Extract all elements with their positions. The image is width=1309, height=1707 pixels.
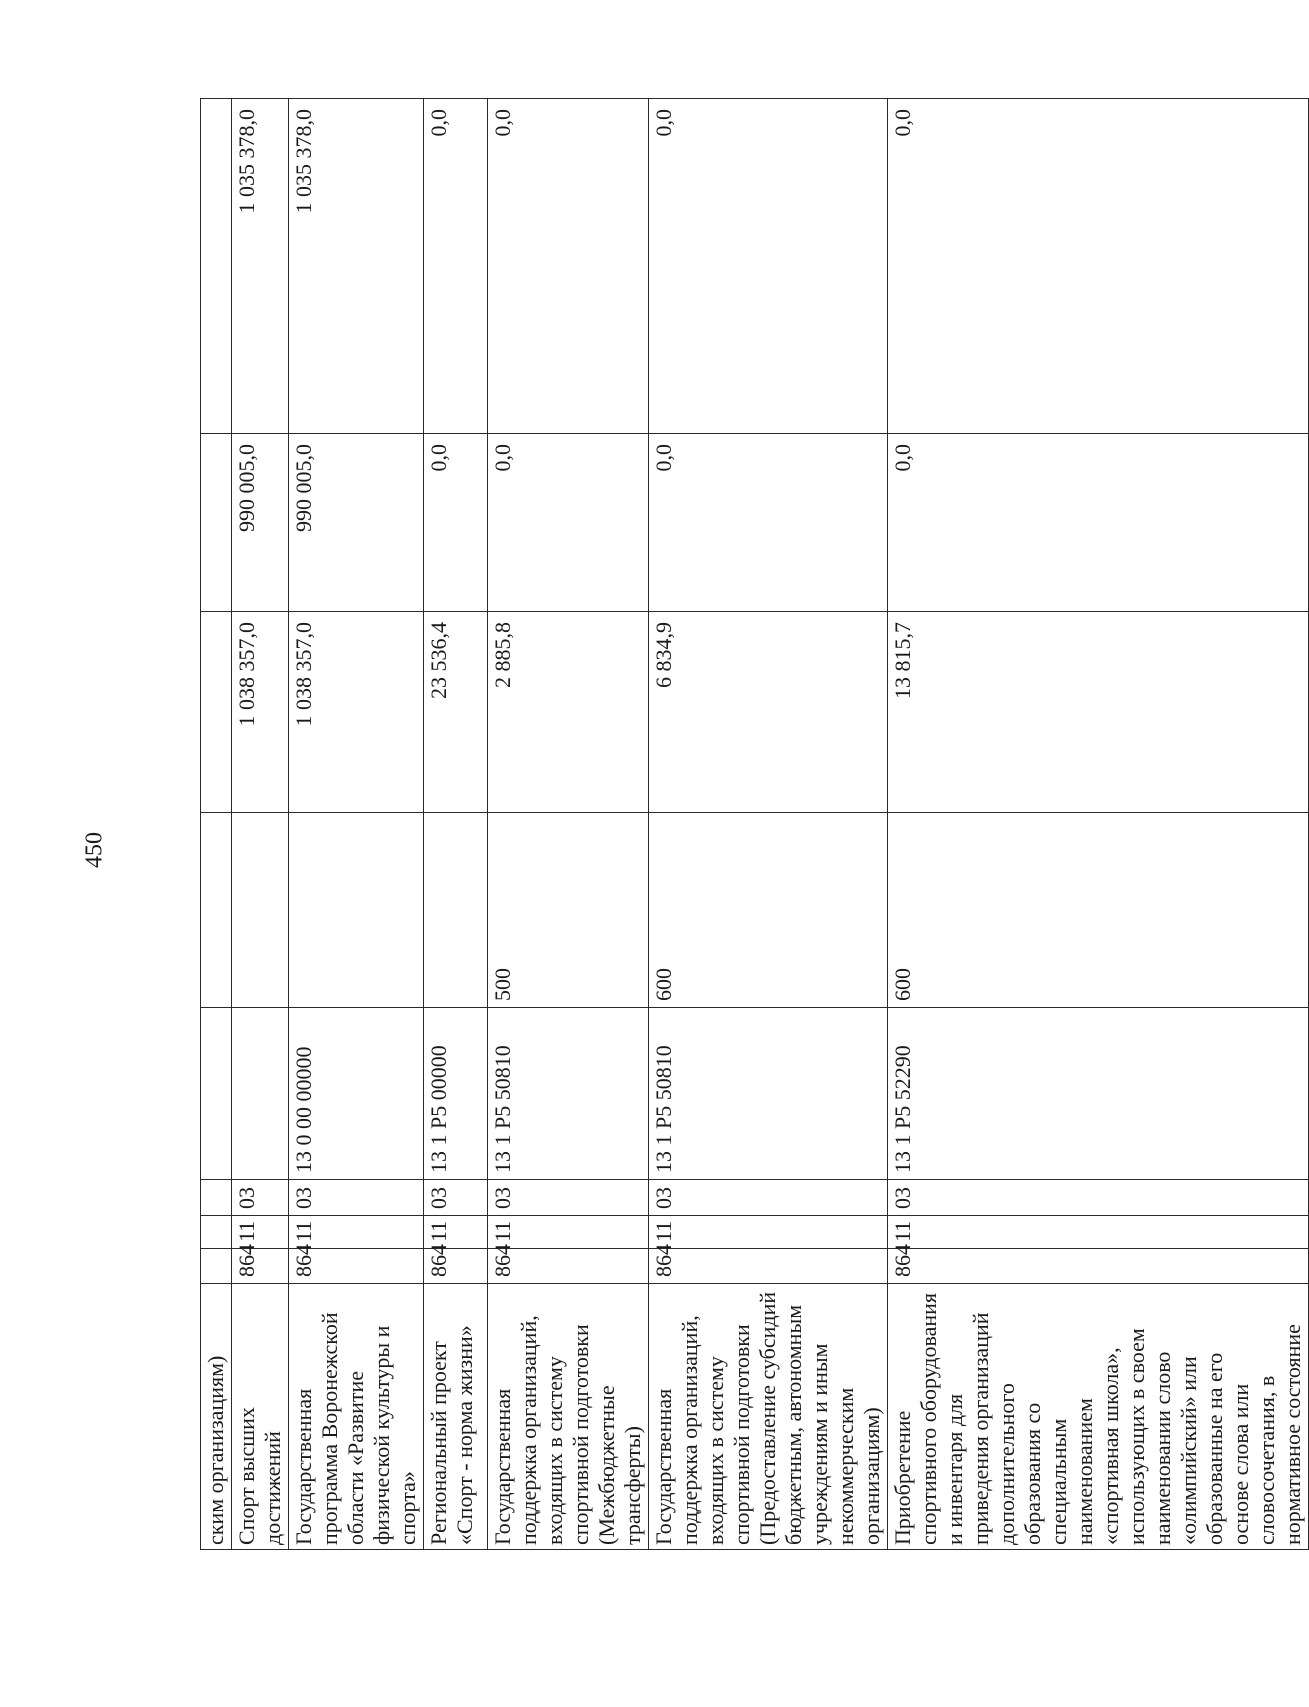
expense-type-cell: 600 — [649, 813, 888, 1008]
name-cell: Государственная программа Воронежской области «Развитие физической культуры и спорта» — [289, 1284, 424, 1550]
table-body — [201, 99, 1309, 1550]
amount-2022-cell: 1 038 357,0 — [289, 612, 424, 813]
name-cell: Государственная поддержка организаций, входящих в систему спортивной подготовки (Межбюджетные трансферты) — [488, 1284, 649, 1550]
gov-code-cell: 864 — [232, 1249, 289, 1284]
table-row — [289, 99, 424, 1550]
target-article-cell: 13 1 P5 50810 — [488, 1008, 649, 1180]
target-article-cell: 13 1 P5 00000 — [424, 1008, 488, 1180]
section-cell — [201, 1216, 232, 1249]
target-article-cell: 13 0 00 00000 — [289, 1008, 424, 1180]
section-cell: 11 — [424, 1216, 488, 1249]
name-cell: ским организациям) — [201, 1284, 232, 1550]
name-cell: Приобретение спортивного оборудования и инвентаря для приведения организаций дополнительного образования со специальным наименованием «спортивная школа», использующих в своем наименовании слово «олимпийский» или образованные на его основе слова или словосочетания, в нормативное состояние — [888, 1284, 1309, 1550]
amount-2022-cell: 13 815,7 — [888, 612, 1309, 813]
subsection-cell: 03 — [488, 1180, 649, 1216]
target-article-cell — [201, 1008, 232, 1180]
amount-2023-cell: 0,0 — [488, 434, 649, 612]
target-article-cell — [232, 1008, 289, 1180]
subsection-cell: 03 — [232, 1180, 289, 1216]
amount-2023-cell: 0,0 — [649, 434, 888, 612]
expense-type-cell: 600 — [888, 813, 1309, 1008]
amount-2024-cell: 0,0 — [649, 99, 888, 434]
budget-table — [200, 98, 1309, 1550]
amount-2022-cell: 23 536,4 — [424, 612, 488, 813]
amount-2022-cell: 1 038 357,0 — [232, 612, 289, 813]
gov-code-cell: 864 — [424, 1249, 488, 1284]
expense-type-cell: 500 — [488, 813, 649, 1008]
amount-2023-cell — [201, 434, 232, 612]
amount-2024-cell: 0,0 — [888, 99, 1309, 434]
gov-code-cell — [201, 1249, 232, 1284]
subsection-cell: 03 — [424, 1180, 488, 1216]
amount-2022-cell: 6 834,9 — [649, 612, 888, 813]
subsection-cell: 03 — [289, 1180, 424, 1216]
amount-2024-cell: 0,0 — [424, 99, 488, 434]
section-cell: 11 — [888, 1216, 1309, 1249]
amount-2022-cell — [201, 612, 232, 813]
amount-2024-cell — [201, 99, 232, 434]
table-row — [888, 99, 1309, 1550]
amount-2023-cell: 0,0 — [424, 434, 488, 612]
expense-type-cell — [289, 813, 424, 1008]
table-row — [488, 99, 649, 1550]
section-cell: 11 — [488, 1216, 649, 1249]
section-cell: 11 — [232, 1216, 289, 1249]
table-row — [424, 99, 488, 1550]
gov-code-cell: 864 — [888, 1249, 1309, 1284]
gov-code-cell: 864 — [289, 1249, 424, 1284]
target-article-cell: 13 1 P5 50810 — [649, 1008, 888, 1180]
name-cell: Государственная поддержка организаций, входящих в систему спортивной подготовки (Предоставление субсидий бюджетным, автономным учреждениям и иным некоммерческим организациям) — [649, 1284, 888, 1550]
page-number: 450 — [81, 832, 108, 868]
subsection-cell — [201, 1180, 232, 1216]
amount-2023-cell: 0,0 — [888, 434, 1309, 612]
name-cell: Региональный проект «Спорт - норма жизни» — [424, 1284, 488, 1550]
amount-2023-cell: 990 005,0 — [232, 434, 289, 612]
subsection-cell: 03 — [649, 1180, 888, 1216]
amount-2024-cell: 1 035 378,0 — [232, 99, 289, 434]
amount-2024-cell: 1 035 378,0 — [289, 99, 424, 434]
gov-code-cell: 864 — [488, 1249, 649, 1284]
table-row — [232, 99, 289, 1550]
expense-type-cell — [232, 813, 289, 1008]
expense-type-cell — [201, 813, 232, 1008]
table-row — [649, 99, 888, 1550]
section-cell: 11 — [289, 1216, 424, 1249]
table-row — [201, 99, 232, 1550]
subsection-cell: 03 — [888, 1180, 1309, 1216]
rotated-table-wrapper — [200, 99, 1305, 1550]
amount-2022-cell: 2 885,8 — [488, 612, 649, 813]
section-cell: 11 — [649, 1216, 888, 1249]
name-cell: Спорт высших достижений — [232, 1284, 289, 1550]
gov-code-cell: 864 — [649, 1249, 888, 1284]
expense-type-cell — [424, 813, 488, 1008]
target-article-cell: 13 1 P5 52290 — [888, 1008, 1309, 1180]
amount-2024-cell: 0,0 — [488, 99, 649, 434]
amount-2023-cell: 990 005,0 — [289, 434, 424, 612]
